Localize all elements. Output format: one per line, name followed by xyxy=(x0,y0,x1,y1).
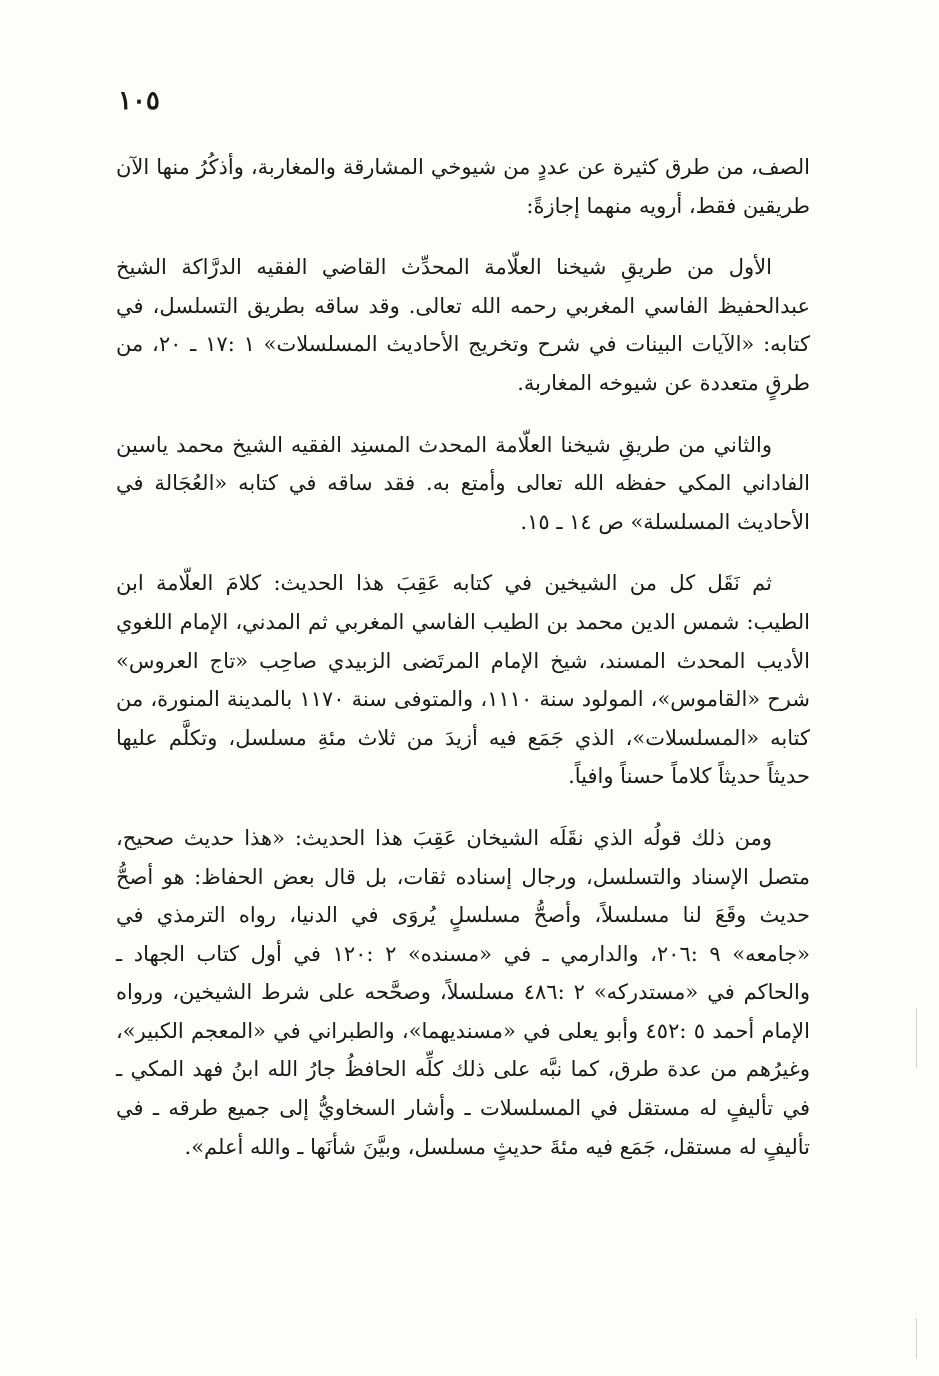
paragraph-ibn-tayyib: ثم نَقَل كل من الشيخين في كتابه عَقِبَ هذا الحديث: كلامَ العلّامة ابن الطيب: شمس الدين محمد بن الطيب الفاسي المغربي ثم المدني، الإمام اللغوي الأديب المحدث المسند، شيخ الإمام المرتَضى الزبيدي صاحِب «تاج العروس» شرح «القاموس»، المولود سنة ١١١٠، والمتوفى سنة ١١٧٠ بالمدينة المنورة، من كتابه «المسلسلات»، الذي جَمَع فيه أزيدَ من ثلاث مئةِ مسلسل، وتكلَّم عليها حديثاً حديثاً كلاماً حسناً وافياً. xyxy=(116,571,810,789)
paragraph-first-chain: الأول من طريقِ شيخنا العلّامة المحدِّث القاضي الفقيه الدرَّاكة الشيخ عبدالحفيظ الفاسي المغربي رحمه الله تعالى. وقد ساقه بطريق التسلسل، في كتابه: «الآيات البينات في شرح وتخريج الأحاديث المسلسلات» ١ :١٧ ـ ٢٠، من طرقٍ متعددة عن شيوخه المغاربة. xyxy=(116,255,810,395)
paragraph-continuation: الصف، من طرق كثيرة عن عددٍ من شيوخي المشارقة والمغاربة، وأذكُرُ منها الآن طريقين فقط، أرويه منهما إجازةً: xyxy=(116,155,810,218)
scan-edge-line xyxy=(916,1008,917,1068)
paragraph-hadith-grading: ومن ذلك قولُه الذي نقَلَه الشيخان عَقِبَ هذا الحديث: «هذا حديث صحيح، متصل الإسناد والتسلسل، ورجال إسناده ثقات، بل قال بعض الحفاظ: هو أصحُّ حديث وقَعَ لنا مسلسلاً، وأصحُّ مسلسلٍ يُروَى في الدنيا، رواه الترمذي في «جامعه» ٩ :٢٠٦، والدارمي ـ في «مسنده» ٢ :١٢٠ في أول كتاب الجهاد ـ والحاكم في «مستدركه» ٢ :٤٨٦ مسلسلاً، وصحَّحه على شرط الشيخين، ورواه الإمام أحمد ٥ :٤٥٢ وأبو يعلى في «مسنديهما»، والطبراني في «المعجم الكبير»، وغيرُهم من عدة طرق، كما نبَّه على ذلك كلِّه الحافظُ جارُ الله ابنُ فهد المكي ـ في تأليفٍ له مستقل في المسلسلات ـ وأشار السخاويُّ إلى جميع طرقه ـ في تأليفٍ له مستقل، جَمَع فيه مئةَ حديثٍ مسلسل، وبيَّنَ شأنَها ـ والله أعلم». xyxy=(116,825,810,1159)
scan-edge-line xyxy=(916,1318,917,1358)
page-number: ١٠٥ xyxy=(118,86,160,116)
page-body xyxy=(116,148,810,1189)
paragraph-second-chain: والثاني من طريقِ شيخنا العلّامة المحدث المسنِد الفقيه الشيخ محمد ياسين الفاداني المكي حفظه الله تعالى وأمتع به. فقد ساقه في كتابه «العُجَالة في الأحاديث المسلسلة» ص ١٤ ـ ١٥. xyxy=(116,432,810,534)
